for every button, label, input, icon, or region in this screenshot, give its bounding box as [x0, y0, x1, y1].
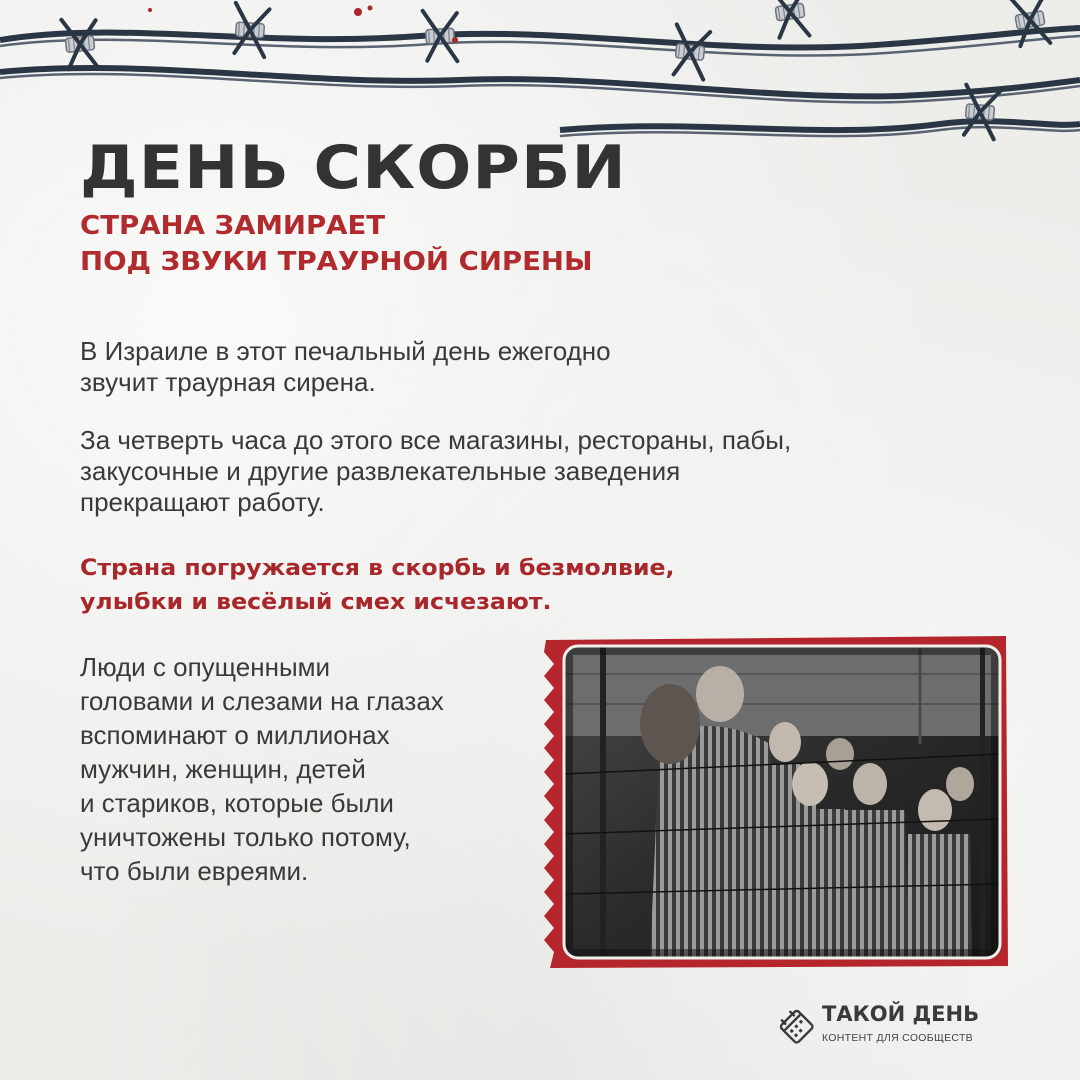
- brand-logo: [776, 1000, 1036, 1050]
- text-line: звучит траурная сирена.: [80, 367, 376, 397]
- text-line: и стариков, которые были: [80, 788, 394, 818]
- text-line: закусочные и другие развлекательные заведения: [80, 456, 681, 486]
- text-line: Люди с опущенными: [80, 652, 331, 682]
- text-line: В Израиле в этот печальный день ежегодно: [80, 336, 611, 366]
- brand-name: ТАКОЙ ДЕНЬ: [822, 1002, 980, 1026]
- subtitle: [80, 208, 593, 280]
- calendar-icon: [776, 1006, 816, 1046]
- accent-paragraph: [80, 551, 675, 619]
- text-line: улыбки и весёлый смех исчезают.: [80, 589, 552, 615]
- subtitle-line: СТРАНА ЗАМИРАЕТ: [80, 211, 386, 241]
- paragraph-closures: [80, 425, 791, 518]
- subtitle-line: ПОД ЗВУКИ ТРАУРНОЙ СИРЕНЫ: [80, 247, 593, 277]
- paragraph-remembrance: [80, 650, 444, 888]
- text-line: Страна погружается в скорбь и безмолвие,: [80, 555, 675, 581]
- page-title: ДЕНЬ СКОРБИ: [80, 133, 627, 203]
- text-line: прекращают работу.: [80, 487, 325, 517]
- paragraph-siren: [80, 336, 611, 398]
- text-line: За четверть часа до этого все магазины, рестораны, пабы,: [80, 425, 792, 455]
- archival-photo-frame: [540, 634, 1010, 970]
- text-line: головами и слезами на глазах: [80, 686, 444, 716]
- text-line: уничтожены только потому,: [80, 822, 411, 852]
- archival-photo: [540, 634, 1010, 970]
- brand-tagline: КОНТЕНТ ДЛЯ СООБЩЕСТВ: [822, 1032, 973, 1044]
- text-line: что были евреями.: [80, 856, 309, 886]
- text-line: вспоминают о миллионах: [80, 720, 390, 750]
- text-line: мужчин, женщин, детей: [80, 754, 366, 784]
